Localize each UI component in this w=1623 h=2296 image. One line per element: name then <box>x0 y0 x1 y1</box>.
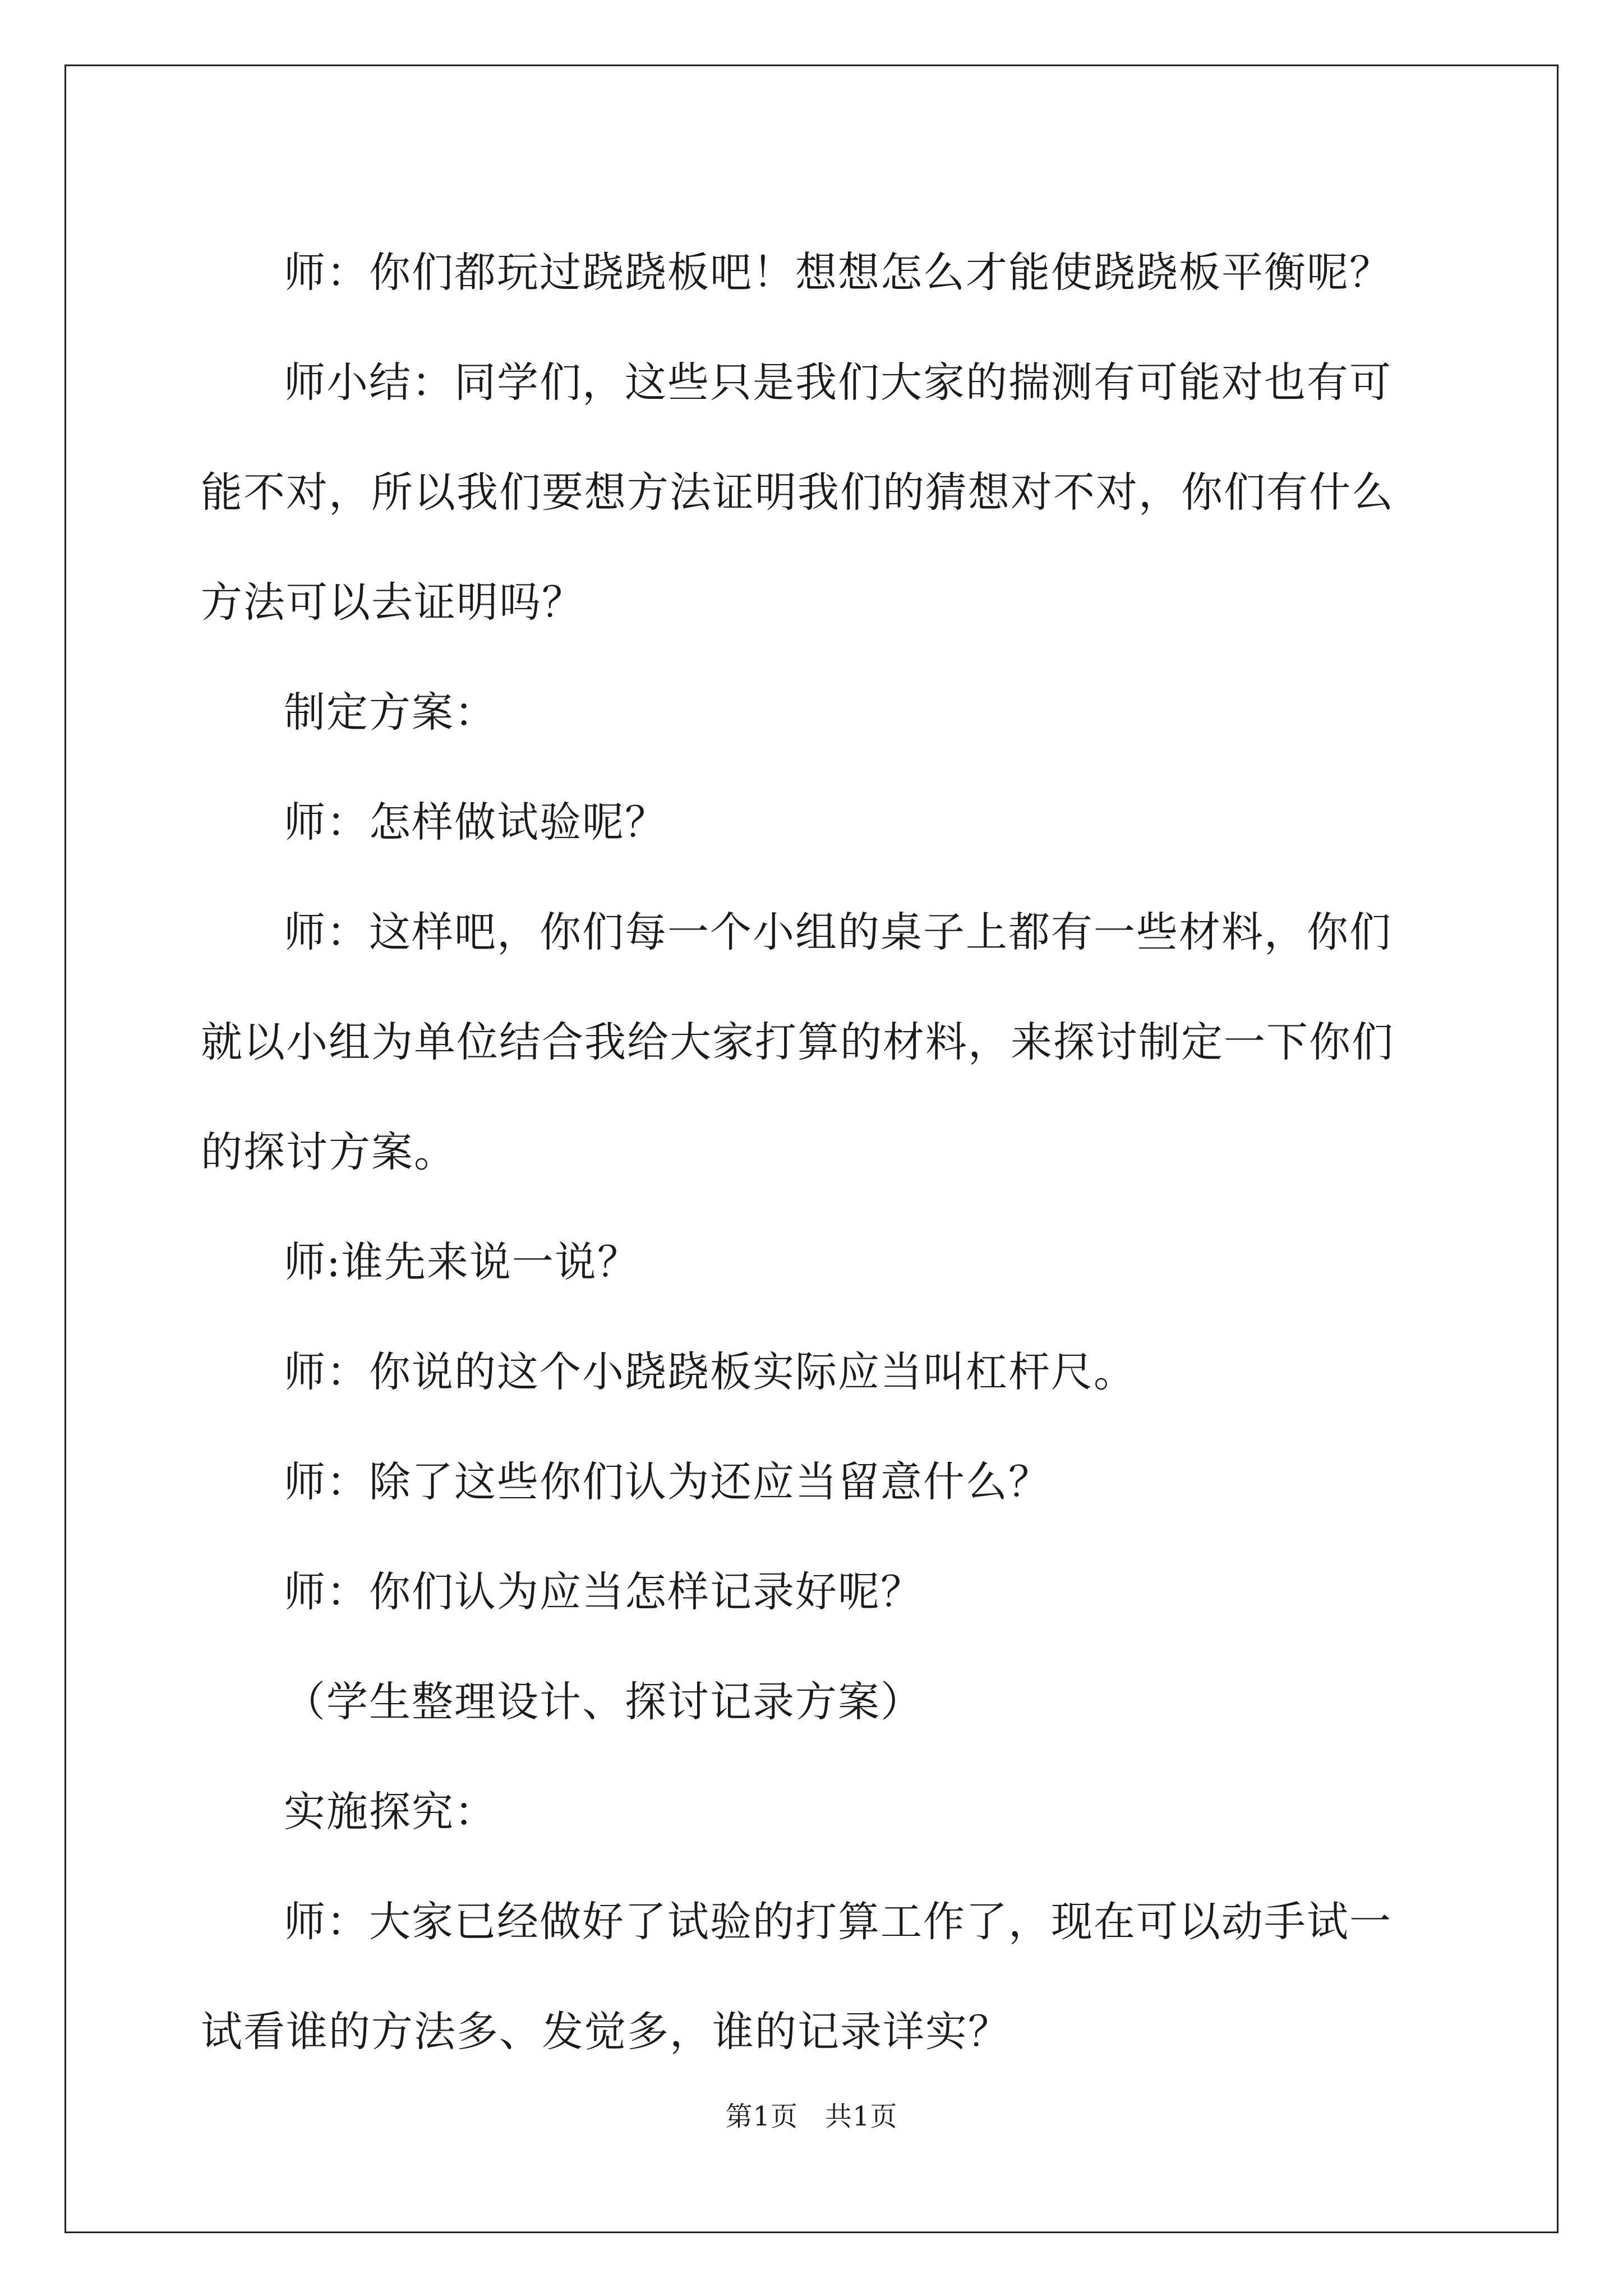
paragraph: 实施探究： <box>284 1788 497 1836</box>
paragraph: 师：你说的这个小跷跷板实际应当叫杠杆尺。 <box>284 1348 1136 1396</box>
paragraph: （学生整理设计、探讨记录方案） <box>284 1678 923 1726</box>
paragraph: 师:谁先来说一说？ <box>284 1238 640 1286</box>
paragraph: 师：这样吧，你们每一个小组的桌子上都有一些材料，你们就以小组为单位结合我给大家打算的材料，来探讨制定一下你们的探讨方案。 <box>201 908 1394 1176</box>
paragraph: 师小结：同学们，这些只是我们大家的揣测有可能对也有可能不对，所以我们要想方法证明我们的猜想对不对，你们有什么方法可以去证明吗？ <box>201 358 1394 627</box>
paragraph: 师：大家已经做好了试验的打算工作了，现在可以动手试一试看谁的方法多、发觉多，谁的记录详实？ <box>201 1898 1392 2056</box>
paragraph: 师：怎样做试验呢？ <box>284 798 667 846</box>
page-footer <box>0 2100 1623 2133</box>
page-number-total: 共1页 <box>825 2101 898 2132</box>
page-number-current: 第1页 <box>725 2101 798 2132</box>
paragraph: 师：你们认为应当怎样记录好呢？ <box>284 1568 923 1616</box>
document-body <box>201 218 1429 2087</box>
paragraph: 制定方案： <box>284 688 497 737</box>
paragraph: 师：你们都玩过跷跷板吧！想想怎么才能使跷跷板平衡呢？ <box>284 249 1392 297</box>
paragraph: 师：除了这些你们认为还应当留意什么？ <box>284 1458 1051 1506</box>
